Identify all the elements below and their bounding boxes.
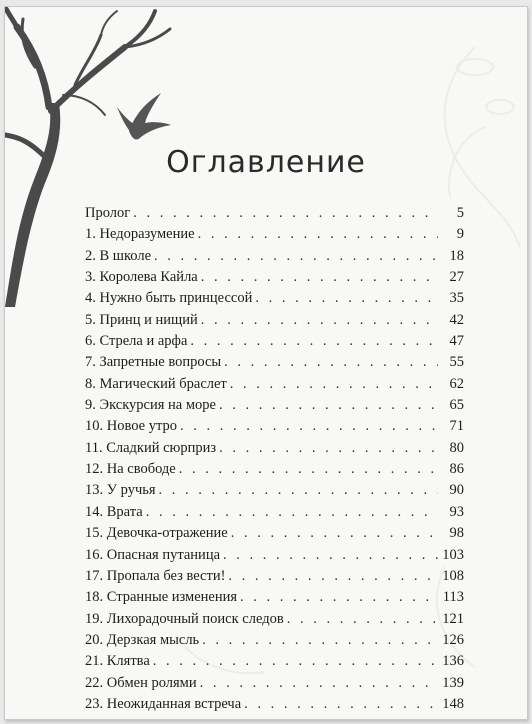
toc-entry xyxy=(85,397,464,418)
toc-page-number: 139 xyxy=(442,674,464,691)
toc-page-number: 55 xyxy=(449,354,464,371)
toc-entry-title: 10. Новое утро xyxy=(85,418,177,435)
toc-entry xyxy=(85,248,464,269)
toc-page-number: 27 xyxy=(449,269,464,286)
toc-entry xyxy=(85,568,464,589)
toc-entry-title: 12. На свободе xyxy=(85,461,176,478)
toc-dot-leader xyxy=(190,333,438,350)
toc-page-number: 47 xyxy=(449,333,464,350)
toc-dot-leader xyxy=(180,418,438,435)
toc-dot-leader xyxy=(200,675,438,692)
toc-dot-leader xyxy=(228,568,438,585)
toc-page-number: 98 xyxy=(449,525,464,542)
toc-entry xyxy=(85,376,464,397)
toc-entry-title: 4. Нужно быть принцессой xyxy=(85,290,253,307)
toc-entry xyxy=(85,675,464,696)
toc-dot-leader xyxy=(201,269,438,286)
toc-entry-title: 13. У ручья xyxy=(85,482,156,499)
toc-entry xyxy=(85,653,464,674)
toc-page-number: 90 xyxy=(449,482,464,499)
toc-entry xyxy=(85,611,464,632)
toc-entry xyxy=(85,632,464,653)
toc-dot-leader xyxy=(287,611,438,628)
toc-entry xyxy=(85,525,464,546)
toc-entry-title: 18. Странные изменения xyxy=(85,589,238,606)
toc-entry xyxy=(85,504,464,525)
toc-dot-leader xyxy=(202,632,438,649)
toc-page-number: 42 xyxy=(449,311,464,328)
toc-dot-leader xyxy=(159,482,438,499)
toc-entry-title: 16. Опасная путаница xyxy=(85,546,221,563)
toc-dot-leader xyxy=(198,226,438,243)
toc-entry-title: 19. Лихорадочный поиск следов xyxy=(85,610,284,627)
toc-entry xyxy=(85,482,464,503)
toc-entry xyxy=(85,547,464,568)
toc-page-number: 71 xyxy=(449,418,464,435)
toc-dot-leader xyxy=(231,525,438,542)
toc-entry xyxy=(85,461,464,482)
toc-page-number: 18 xyxy=(449,247,464,264)
toc-dot-leader xyxy=(240,589,438,606)
toc-entry-title: 2. В школе xyxy=(85,247,152,264)
toc-entry-title: Пролог xyxy=(85,205,131,221)
toc-dot-leader xyxy=(244,696,438,713)
toc-page-number: 136 xyxy=(442,653,464,670)
toc-dot-leader xyxy=(133,205,438,222)
toc-entry xyxy=(85,205,464,226)
toc-page-number: 126 xyxy=(442,631,464,648)
book-page xyxy=(4,6,528,720)
toc-page-number: 5 xyxy=(456,205,464,221)
toc-page-number: 80 xyxy=(449,439,464,456)
toc-entry xyxy=(85,312,464,333)
page-title: Оглавление xyxy=(166,145,366,180)
toc-entry xyxy=(85,418,464,439)
toc-entry-title: 23. Неожиданная встреча xyxy=(85,695,242,712)
toc-dot-leader xyxy=(179,461,438,478)
toc-page-number: 86 xyxy=(449,461,464,478)
toc-entry-title: 5. Принц и нищий xyxy=(85,311,198,328)
toc-entry-title: 6. Стрела и арфа xyxy=(85,333,188,350)
toc-entry-title: 3. Королева Кайла xyxy=(85,269,198,286)
toc-dot-leader xyxy=(153,653,438,670)
toc-entry-title: 9. Экскурсия на море xyxy=(85,397,216,414)
toc-page-number: 148 xyxy=(442,695,464,712)
toc-entry-title: 20. Дерзкая мысль xyxy=(85,631,200,648)
toc-entry xyxy=(85,354,464,375)
toc-dot-leader xyxy=(201,312,438,329)
table-of-contents xyxy=(85,205,464,717)
toc-entry xyxy=(85,440,464,461)
toc-dot-leader xyxy=(154,248,438,265)
toc-entry-title: 11. Сладкий сюрприз xyxy=(85,439,217,456)
toc-entry xyxy=(85,333,464,354)
toc-entry-title: 17. Пропала без вести! xyxy=(85,567,226,584)
toc-dot-leader xyxy=(255,290,438,307)
toc-page-number: 93 xyxy=(449,503,464,520)
toc-page-number: 35 xyxy=(449,290,464,307)
toc-entry xyxy=(85,290,464,311)
toc-dot-leader xyxy=(219,440,438,457)
toc-dot-leader xyxy=(224,354,438,371)
toc-entry-title: 21. Клятва xyxy=(85,653,150,670)
toc-dot-leader xyxy=(219,397,438,414)
toc-page-number: 9 xyxy=(456,226,464,243)
toc-page-number: 65 xyxy=(449,397,464,414)
toc-page-number: 62 xyxy=(449,375,464,392)
toc-entry-title: 8. Магический браслет xyxy=(85,375,227,392)
toc-entry-title: 7. Запретные вопросы xyxy=(85,354,222,371)
toc-entry-title: 22. Обмен ролями xyxy=(85,674,197,691)
toc-page-number: 121 xyxy=(442,610,464,627)
toc-page-number: 113 xyxy=(442,589,464,606)
toc-dot-leader xyxy=(146,504,438,521)
toc-entry xyxy=(85,589,464,610)
toc-entry-title: 15. Девочка-отражение xyxy=(85,525,228,542)
toc-entry-title: 14. Врата xyxy=(85,503,143,520)
toc-page-number: 108 xyxy=(442,567,464,584)
toc-dot-leader xyxy=(223,547,438,564)
toc-entry-title: 1. Недоразумение xyxy=(85,226,195,243)
toc-dot-leader xyxy=(230,376,438,393)
toc-entry xyxy=(85,226,464,247)
toc-entry xyxy=(85,269,464,290)
toc-page-number: 103 xyxy=(442,546,464,563)
swallow-bird-icon xyxy=(117,93,171,139)
toc-entry xyxy=(85,696,464,717)
